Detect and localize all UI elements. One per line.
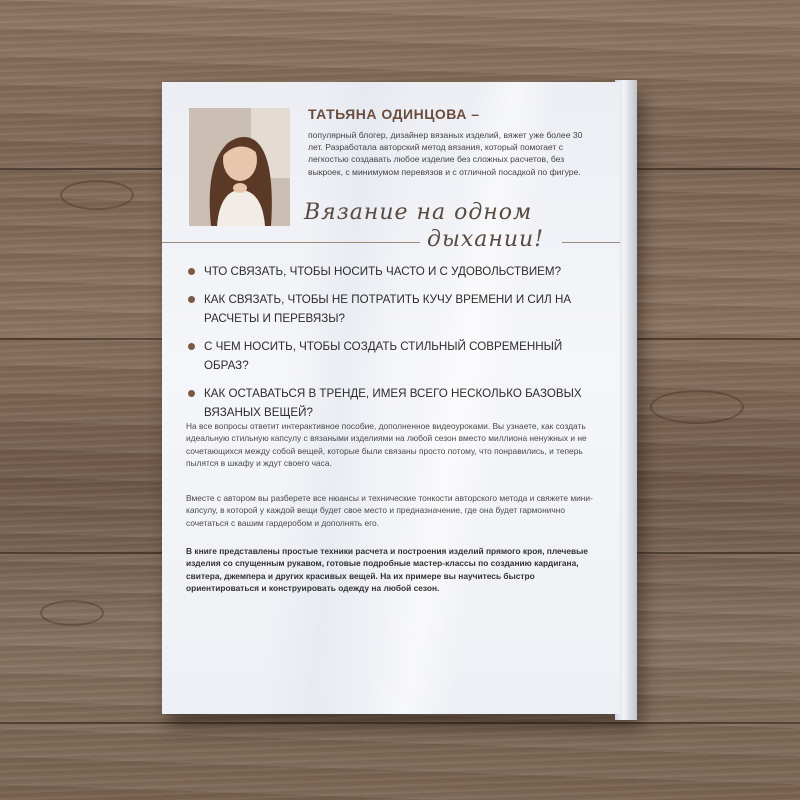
question-list [186,262,606,431]
wood-knot [60,180,134,210]
question-item [186,262,606,281]
description-paragraph: На все вопросы ответит интерактивное пособие, дополненное видеоуроками. Вы узнаете, как создать идеальную стильную капсулу с вязаными изделиями на любой сезон вместо миллиона ненужных и не сочетающихся между собой вещей, которые были связаны просто потому, что понравились, и теперь пылятся в шкафу и ждут своего часа. [186,421,587,469]
wood-knot [650,390,744,424]
question-item [186,384,606,422]
description-paragraph-bold: В книге представлены простые техники расчета и построения изделий прямого кроя, плечевые изделия со спущенным рукавом, готовые подробные мастер-классы по созданию кардигана, свитера, джемпера и других красивых вещей. На их примере вы научитесь быстро ориентироваться и конструировать одежду на любой сезон. [186,546,588,594]
question-text: ЧТО СВЯЗАТЬ, ЧТОБЫ НОСИТЬ ЧАСТО И С УДОВОЛЬСТВИЕМ? [204,265,562,278]
book-title-line-1: Вязание на одном [304,200,533,225]
bullet-icon [188,390,195,397]
title-divider-right [562,242,620,243]
question-text: КАК ОСТАВАТЬСЯ В ТРЕНДЕ, ИМЕЯ ВСЕГО НЕСКОЛЬКО БАЗОВЫХ ВЯЗАНЫХ ВЕЩЕЙ? [204,387,582,419]
question-item [186,290,606,328]
book-title-line-2: дыхании! [427,227,545,252]
wood-knot [40,600,104,626]
bullet-icon [188,343,195,350]
bullet-icon [188,268,195,275]
book-back-cover [162,82,620,714]
author-bio: популярный блогер, дизайнер вязаных изделий, вяжет уже более 30 лет. Разработала авторский метод вязания, который помогает с легкостью создавать любое изделие без сложных расчетов, без выкроек, с минимумом перевязов и с отличной посадкой по фигуре. [308,130,583,177]
question-item [186,337,606,375]
question-text: КАК СВЯЗАТЬ, ЧТОБЫ НЕ ПОТРАТИТЬ КУЧУ ВРЕМЕНИ И СИЛ НА РАСЧЕТЫ И ПЕРЕВЯЗЫ? [204,293,572,325]
bullet-icon [188,296,195,303]
question-text: С ЧЕМ НОСИТЬ, ЧТОБЫ СОЗДАТЬ СТИЛЬНЫЙ СОВРЕМЕННЫЙ ОБРАЗ? [204,340,563,372]
author-photo [189,108,290,226]
description-paragraph: Вместе с автором вы разберете все нюансы и технические тонкости авторского метода и свяжете мини-капсулу, в которой у каждой вещи будет свое место и предназначение, где она будет гармонично сочетаться с вашим гардеробом и дополнять его. [186,493,593,528]
title-divider-left [162,242,420,243]
author-name: ТАТЬЯНА ОДИНЦОВА – [308,106,480,122]
